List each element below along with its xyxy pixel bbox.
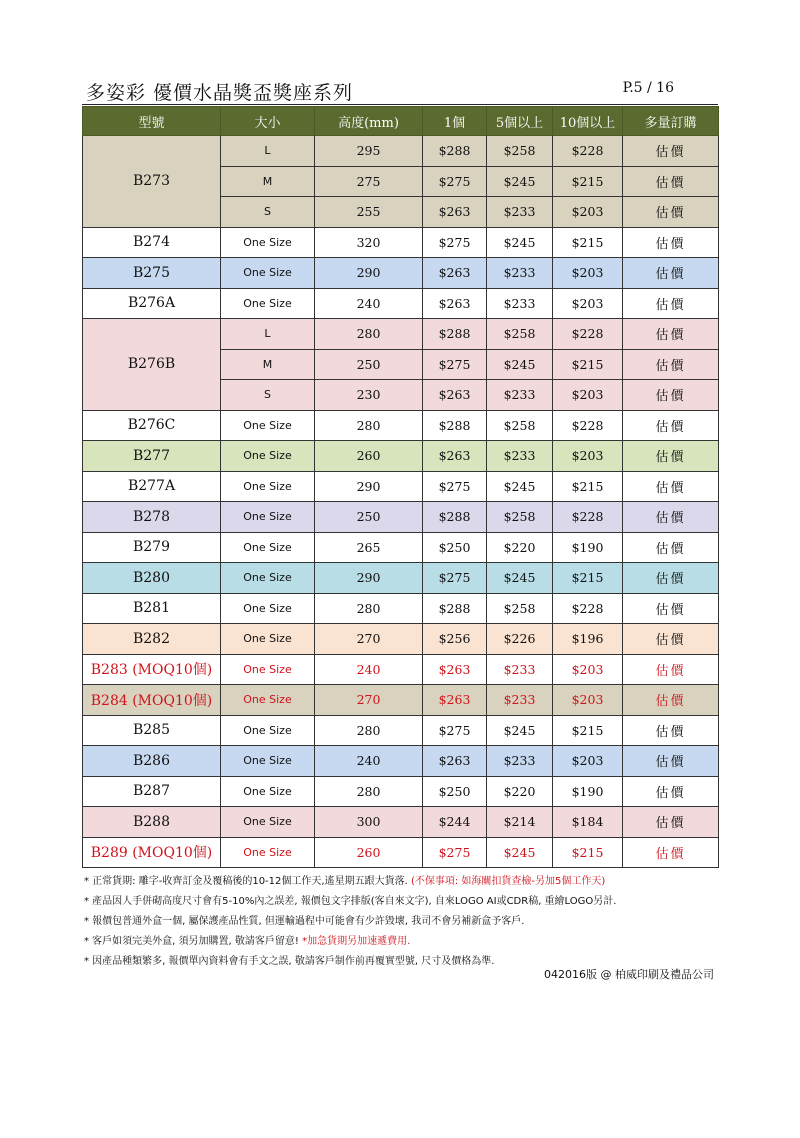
bulk-price-cell: 估價 xyxy=(623,288,719,319)
price-10-cell: $215 xyxy=(553,471,623,502)
table-row xyxy=(83,685,719,716)
price-5-cell: $245 xyxy=(487,227,553,258)
bulk-price-cell: 估價 xyxy=(623,380,719,411)
model-cell: B287 xyxy=(83,776,221,807)
height-cell: 240 xyxy=(315,288,423,319)
price-10-cell: $184 xyxy=(553,807,623,838)
table-row xyxy=(83,288,719,319)
height-cell: 290 xyxy=(315,563,423,594)
page-title: 多姿彩 優價水晶獎盃獎座系列 xyxy=(86,82,354,104)
height-cell: 230 xyxy=(315,380,423,411)
price-5-cell: $258 xyxy=(487,502,553,533)
price-10-cell: $203 xyxy=(553,288,623,319)
price-10-cell: $203 xyxy=(553,685,623,716)
col-header-price-5: 5個以上 xyxy=(487,107,553,136)
table-row xyxy=(83,532,719,563)
size-cell: M xyxy=(221,349,315,380)
price-5-cell: $245 xyxy=(487,471,553,502)
price-1-cell: $288 xyxy=(423,319,487,350)
model-cell: B274 xyxy=(83,227,221,258)
bulk-price-cell: 估價 xyxy=(623,837,719,868)
model-cell: B273 xyxy=(83,136,221,228)
table-row xyxy=(83,746,719,777)
price-10-cell: $190 xyxy=(553,532,623,563)
price-1-cell: $250 xyxy=(423,532,487,563)
table-row xyxy=(83,258,719,289)
note-text: * 客戶如須完美外盒, 須另加購置, 敬請客戶留意! xyxy=(84,936,299,947)
height-cell: 280 xyxy=(315,776,423,807)
price-10-cell: $215 xyxy=(553,715,623,746)
height-cell: 260 xyxy=(315,441,423,472)
size-cell: One Size xyxy=(221,410,315,441)
price-5-cell: $233 xyxy=(487,258,553,289)
bulk-price-cell: 估價 xyxy=(623,349,719,380)
price-1-cell: $288 xyxy=(423,136,487,167)
model-cell: B277 xyxy=(83,441,221,472)
note-text: * 產品因人手併砌高度尺寸會有5-10%內之誤差, 報價包文字排版(客自來文字), 自來LOGO AI或CDR稿, 重繪LOGO另計. xyxy=(84,896,617,907)
price-5-cell: $245 xyxy=(487,349,553,380)
price-5-cell: $258 xyxy=(487,136,553,167)
table-row xyxy=(83,837,719,868)
table-row xyxy=(83,319,719,350)
bulk-price-cell: 估價 xyxy=(623,410,719,441)
price-1-cell: $275 xyxy=(423,837,487,868)
bulk-price-cell: 估價 xyxy=(623,136,719,167)
table-row xyxy=(83,624,719,655)
price-1-cell: $263 xyxy=(423,258,487,289)
size-cell: One Size xyxy=(221,837,315,868)
height-cell: 300 xyxy=(315,807,423,838)
price-10-cell: $228 xyxy=(553,319,623,350)
price-10-cell: $203 xyxy=(553,380,623,411)
table-row xyxy=(83,715,719,746)
price-10-cell: $215 xyxy=(553,349,623,380)
height-cell: 280 xyxy=(315,319,423,350)
model-cell: B277A xyxy=(83,471,221,502)
price-5-cell: $245 xyxy=(487,837,553,868)
col-header-price-10: 10個以上 xyxy=(553,107,623,136)
height-cell: 240 xyxy=(315,746,423,777)
height-cell: 295 xyxy=(315,136,423,167)
table-row xyxy=(83,807,719,838)
col-header-bulk: 多量訂購 xyxy=(623,107,719,136)
height-cell: 250 xyxy=(315,502,423,533)
size-cell: L xyxy=(221,136,315,167)
height-cell: 290 xyxy=(315,471,423,502)
price-1-cell: $256 xyxy=(423,624,487,655)
col-header-price-1: 1個 xyxy=(423,107,487,136)
model-cell: B282 xyxy=(83,624,221,655)
table-row xyxy=(83,410,719,441)
col-header-height: 高度(mm) xyxy=(315,107,423,136)
col-header-model: 型號 xyxy=(83,107,221,136)
height-cell: 270 xyxy=(315,685,423,716)
title-rule xyxy=(82,104,718,105)
bulk-price-cell: 估價 xyxy=(623,654,719,685)
size-cell: L xyxy=(221,319,315,350)
model-cell: B283 (MOQ10個) xyxy=(83,654,221,685)
size-cell: One Size xyxy=(221,624,315,655)
table-row xyxy=(83,471,719,502)
price-1-cell: $263 xyxy=(423,685,487,716)
model-cell: B279 xyxy=(83,532,221,563)
note-text: * 因產品種類繁多, 報價單內資料會有手文之誤, 敬請客戶制作前再覆實型號, 尺寸及價格為準. xyxy=(84,956,495,967)
model-cell: B276C xyxy=(83,410,221,441)
table-row xyxy=(83,502,719,533)
model-cell: B289 (MOQ10個) xyxy=(83,837,221,868)
price-1-cell: $275 xyxy=(423,715,487,746)
price-1-cell: $263 xyxy=(423,746,487,777)
price-10-cell: $190 xyxy=(553,776,623,807)
model-cell: B286 xyxy=(83,746,221,777)
bulk-price-cell: 估價 xyxy=(623,319,719,350)
size-cell: S xyxy=(221,197,315,228)
price-5-cell: $233 xyxy=(487,746,553,777)
size-cell: M xyxy=(221,166,315,197)
price-5-cell: $258 xyxy=(487,593,553,624)
bulk-price-cell: 估價 xyxy=(623,624,719,655)
price-5-cell: $214 xyxy=(487,807,553,838)
price-10-cell: $215 xyxy=(553,166,623,197)
height-cell: 255 xyxy=(315,197,423,228)
size-cell: One Size xyxy=(221,441,315,472)
note-line xyxy=(84,932,724,952)
price-10-cell: $203 xyxy=(553,441,623,472)
price-1-cell: $263 xyxy=(423,288,487,319)
table-row xyxy=(83,776,719,807)
price-5-cell: $233 xyxy=(487,288,553,319)
price-1-cell: $263 xyxy=(423,441,487,472)
table-header-row xyxy=(83,107,719,136)
model-cell: B278 xyxy=(83,502,221,533)
bulk-price-cell: 估價 xyxy=(623,471,719,502)
note-text: * 正常貨期: 雕字-收齊訂金及覆稿後的10-12個工作天,遙星期五跟大貨落. xyxy=(84,876,408,887)
price-5-cell: $233 xyxy=(487,685,553,716)
price-10-cell: $215 xyxy=(553,227,623,258)
price-5-cell: $233 xyxy=(487,654,553,685)
table-row xyxy=(83,227,719,258)
price-5-cell: $220 xyxy=(487,776,553,807)
price-1-cell: $263 xyxy=(423,654,487,685)
bulk-price-cell: 估價 xyxy=(623,227,719,258)
height-cell: 280 xyxy=(315,715,423,746)
notes xyxy=(84,872,724,972)
bulk-price-cell: 估價 xyxy=(623,166,719,197)
price-5-cell: $245 xyxy=(487,166,553,197)
model-cell: B284 (MOQ10個) xyxy=(83,685,221,716)
price-10-cell: $203 xyxy=(553,197,623,228)
size-cell: One Size xyxy=(221,532,315,563)
table-row xyxy=(83,563,719,594)
note-line xyxy=(84,912,724,932)
table-body xyxy=(83,136,719,868)
table-row xyxy=(83,654,719,685)
model-cell: B276A xyxy=(83,288,221,319)
price-5-cell: $233 xyxy=(487,197,553,228)
size-cell: One Size xyxy=(221,471,315,502)
height-cell: 250 xyxy=(315,349,423,380)
height-cell: 270 xyxy=(315,624,423,655)
price-1-cell: $288 xyxy=(423,593,487,624)
price-table xyxy=(82,106,719,868)
note-line xyxy=(84,892,724,912)
footer-credit: 042016版 @ 柏威印刷及禮品公司 xyxy=(544,968,714,981)
col-header-size: 大小 xyxy=(221,107,315,136)
price-10-cell: $196 xyxy=(553,624,623,655)
price-1-cell: $250 xyxy=(423,776,487,807)
note-warning: (不保事項: 如海關扣貨查檢-另加5個工作天) xyxy=(410,876,606,887)
price-1-cell: $275 xyxy=(423,563,487,594)
price-1-cell: $275 xyxy=(423,349,487,380)
price-1-cell: $275 xyxy=(423,227,487,258)
size-cell: One Size xyxy=(221,654,315,685)
bulk-price-cell: 估價 xyxy=(623,441,719,472)
price-5-cell: $258 xyxy=(487,410,553,441)
size-cell: One Size xyxy=(221,227,315,258)
price-10-cell: $215 xyxy=(553,837,623,868)
table-row xyxy=(83,136,719,167)
bulk-price-cell: 估價 xyxy=(623,502,719,533)
note-warning: *加急貨期另加速遞費用. xyxy=(302,936,411,947)
price-5-cell: $233 xyxy=(487,380,553,411)
height-cell: 240 xyxy=(315,654,423,685)
size-cell: One Size xyxy=(221,776,315,807)
height-cell: 280 xyxy=(315,410,423,441)
price-10-cell: $203 xyxy=(553,746,623,777)
height-cell: 320 xyxy=(315,227,423,258)
note-line xyxy=(84,872,724,892)
price-5-cell: $245 xyxy=(487,715,553,746)
bulk-price-cell: 估價 xyxy=(623,258,719,289)
bulk-price-cell: 估價 xyxy=(623,746,719,777)
price-10-cell: $228 xyxy=(553,136,623,167)
model-cell: B280 xyxy=(83,563,221,594)
price-1-cell: $288 xyxy=(423,410,487,441)
bulk-price-cell: 估價 xyxy=(623,532,719,563)
height-cell: 290 xyxy=(315,258,423,289)
size-cell: S xyxy=(221,380,315,411)
size-cell: One Size xyxy=(221,685,315,716)
size-cell: One Size xyxy=(221,715,315,746)
model-cell: B288 xyxy=(83,807,221,838)
size-cell: One Size xyxy=(221,746,315,777)
size-cell: One Size xyxy=(221,593,315,624)
price-1-cell: $275 xyxy=(423,166,487,197)
price-1-cell: $263 xyxy=(423,197,487,228)
page-number: P.5 / 16 xyxy=(622,80,674,96)
note-text: * 報價包普通外盒一個, 屬保護產品性質, 但運輸過程中可能會有少許毀壞, 我司不會另補新盒予客戶. xyxy=(84,916,525,927)
bulk-price-cell: 估價 xyxy=(623,563,719,594)
price-1-cell: $263 xyxy=(423,380,487,411)
model-cell: B275 xyxy=(83,258,221,289)
height-cell: 265 xyxy=(315,532,423,563)
bulk-price-cell: 估價 xyxy=(623,685,719,716)
bulk-price-cell: 估價 xyxy=(623,593,719,624)
size-cell: One Size xyxy=(221,563,315,594)
table-row xyxy=(83,441,719,472)
size-cell: One Size xyxy=(221,258,315,289)
size-cell: One Size xyxy=(221,288,315,319)
bulk-price-cell: 估價 xyxy=(623,776,719,807)
price-10-cell: $228 xyxy=(553,410,623,441)
price-5-cell: $233 xyxy=(487,441,553,472)
bulk-price-cell: 估價 xyxy=(623,197,719,228)
price-10-cell: $228 xyxy=(553,593,623,624)
price-10-cell: $228 xyxy=(553,502,623,533)
model-cell: B285 xyxy=(83,715,221,746)
model-cell: B281 xyxy=(83,593,221,624)
price-10-cell: $203 xyxy=(553,258,623,289)
height-cell: 275 xyxy=(315,166,423,197)
bulk-price-cell: 估價 xyxy=(623,807,719,838)
height-cell: 260 xyxy=(315,837,423,868)
bulk-price-cell: 估價 xyxy=(623,715,719,746)
size-cell: One Size xyxy=(221,502,315,533)
size-cell: One Size xyxy=(221,807,315,838)
price-5-cell: $258 xyxy=(487,319,553,350)
price-5-cell: $226 xyxy=(487,624,553,655)
price-5-cell: $245 xyxy=(487,563,553,594)
height-cell: 280 xyxy=(315,593,423,624)
table-row xyxy=(83,593,719,624)
price-1-cell: $275 xyxy=(423,471,487,502)
price-1-cell: $244 xyxy=(423,807,487,838)
price-1-cell: $288 xyxy=(423,502,487,533)
price-5-cell: $220 xyxy=(487,532,553,563)
price-10-cell: $203 xyxy=(553,654,623,685)
price-10-cell: $215 xyxy=(553,563,623,594)
model-cell: B276B xyxy=(83,319,221,411)
